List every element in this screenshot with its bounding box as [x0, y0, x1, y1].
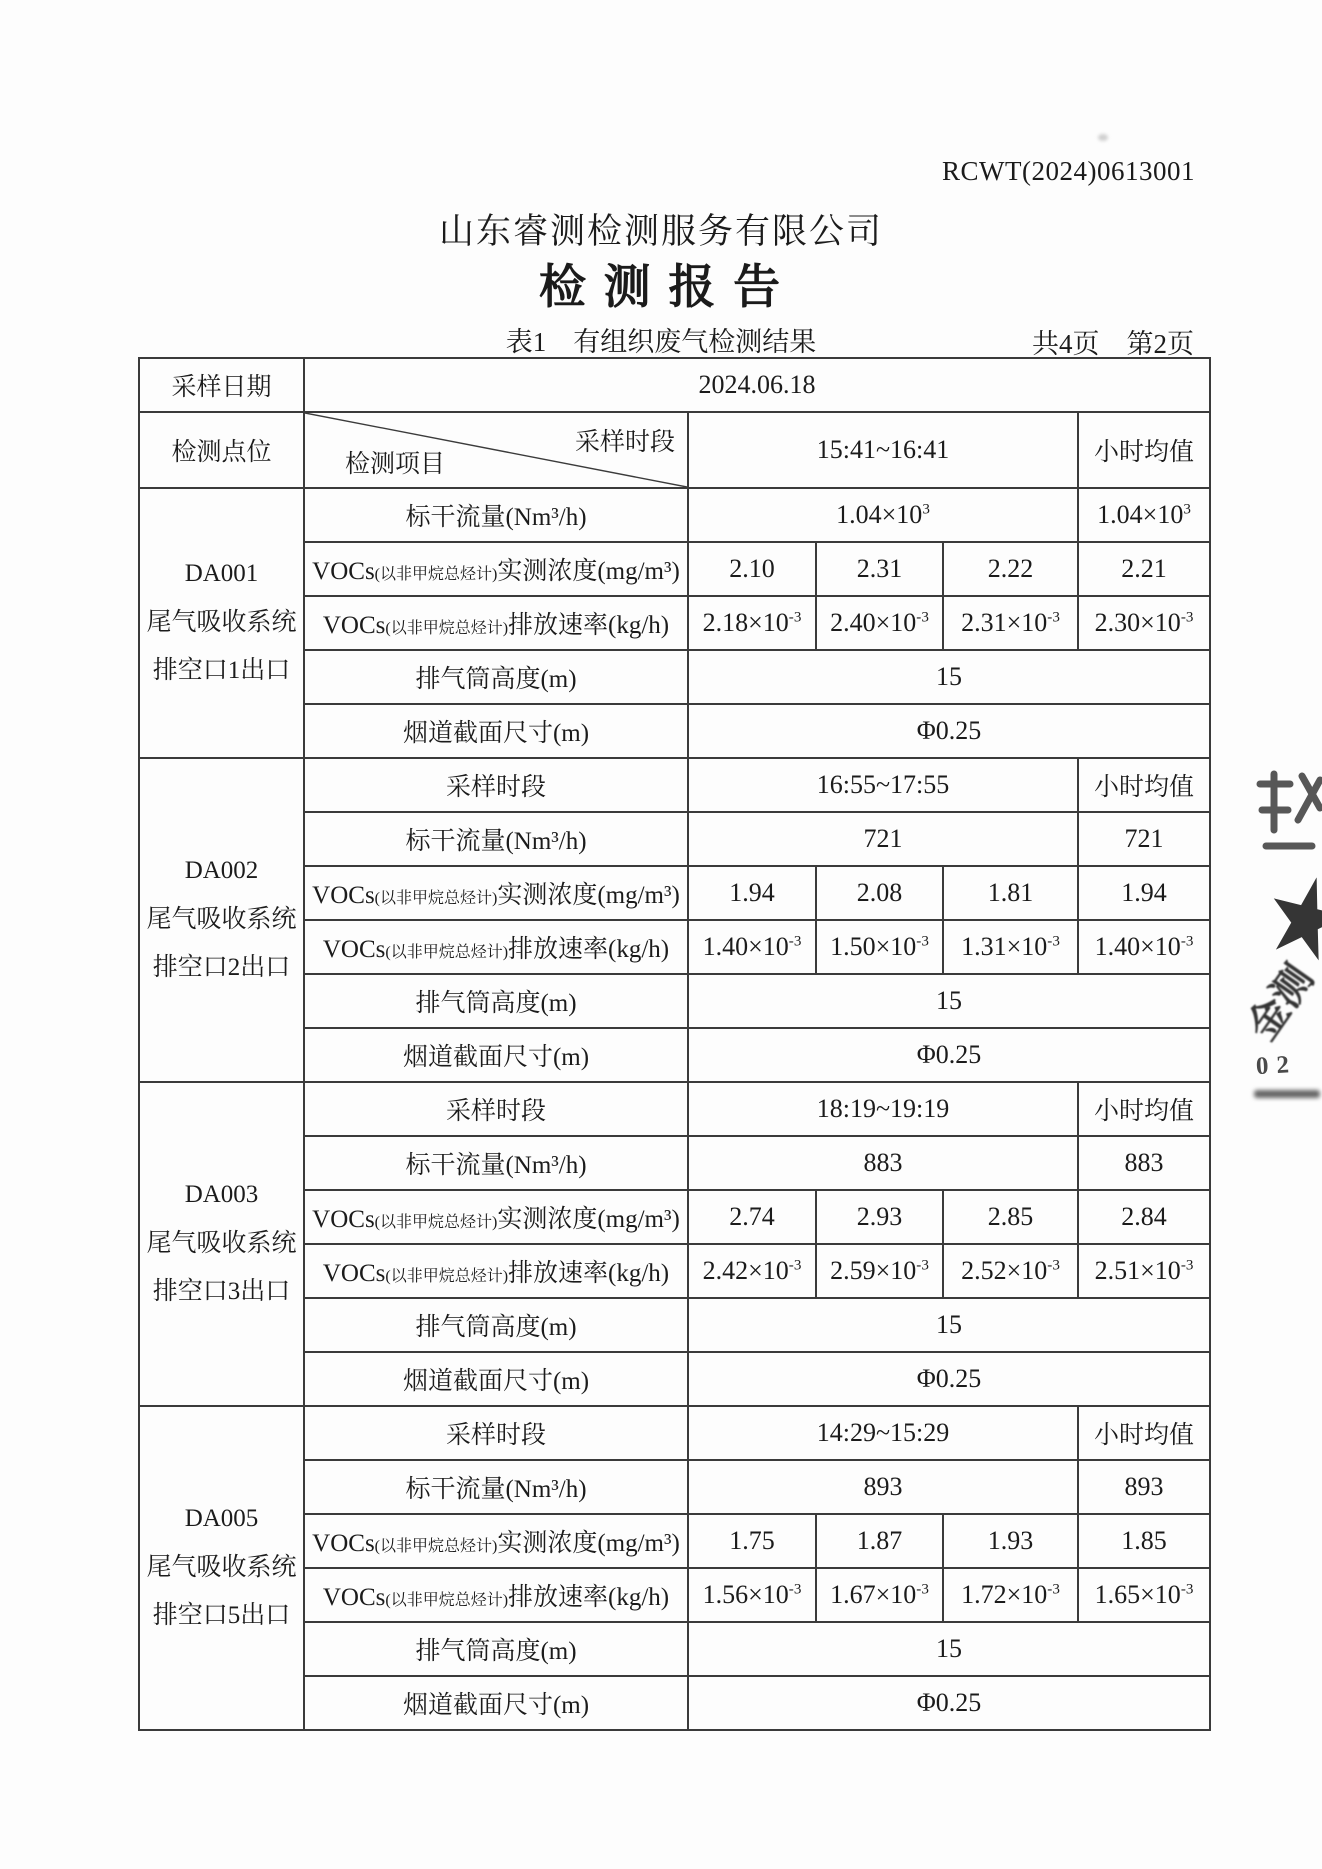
rate-value-1: $2.18\times 10^{-3}$ [688, 596, 816, 650]
sampling-date-value: 2024.06.18 [304, 358, 1210, 412]
row-label-stack-height: 排气筒高度(m) [304, 1622, 688, 1676]
conc-value-1: 1.75 [688, 1514, 816, 1568]
row-label-concentration: VOCs(以非甲烷总烃计)实测浓度(mg/m³) [304, 542, 688, 596]
rate-avg-value: $2.51\times 10^{-3}$ [1078, 1244, 1210, 1298]
rate-value-3: $2.31\times 10^{-3}$ [943, 596, 1078, 650]
table-row [139, 1406, 1210, 1460]
rate-value-1: $2.42\times 10^{-3}$ [688, 1244, 816, 1298]
conc-value-1: 2.74 [688, 1190, 816, 1244]
point-cell-da001 [139, 488, 304, 758]
conc-value-3: 2.85 [943, 1190, 1078, 1244]
stamp-rotated-text: 金测 [1239, 956, 1322, 1048]
flow-value: 893 [688, 1460, 1078, 1514]
diagonal-header-cell [304, 412, 688, 488]
point-column-label: 检测点位 [139, 412, 304, 488]
duct-size-value: Φ0.25 [688, 1676, 1210, 1730]
rate-value-3: $1.72\times 10^{-3}$ [943, 1568, 1078, 1622]
conc-avg-value: 2.21 [1078, 542, 1210, 596]
sampling-date-label: 采样日期 [139, 358, 304, 412]
row-label-stack-height: 排气筒高度(m) [304, 1298, 688, 1352]
rate-value-1: $1.56\times 10^{-3}$ [688, 1568, 816, 1622]
scan-artifact-dot [1098, 134, 1108, 141]
point-outlet: 排空口1出口 [152, 657, 291, 685]
point-outlet: 排空口3出口 [152, 1278, 291, 1306]
diag-label-test-item: 检测项目 [345, 451, 446, 478]
table-row [139, 358, 1210, 412]
conc-value-1: 1.94 [688, 866, 816, 920]
hour-avg-header: 小时均值 [1078, 1406, 1210, 1460]
point-id: DA005 [184, 1504, 259, 1532]
row-label-rate: VOCs(以非甲烷总烃计)排放速率(kg/h) [304, 596, 688, 650]
hour-avg-header: 小时均值 [1078, 412, 1210, 488]
row-label-stack-height: 排气筒高度(m) [304, 650, 688, 704]
row-label-duct-size: 烟道截面尺寸(m) [304, 704, 688, 758]
table-row [139, 758, 1210, 812]
stamp-smudge [1254, 1090, 1320, 1098]
flow-value: 883 [688, 1136, 1078, 1190]
diag-label-sampling-period: 采样时段 [574, 429, 675, 456]
duct-size-value: Φ0.25 [688, 1028, 1210, 1082]
row-label-rate: VOCs(以非甲烷总烃计)排放速率(kg/h) [304, 1568, 688, 1622]
conc-avg-value: 2.84 [1078, 1190, 1210, 1244]
row-label-rate: VOCs(以非甲烷总烃计)排放速率(kg/h) [304, 920, 688, 974]
time-range-da001: 15:41~16:41 [688, 412, 1078, 488]
conc-value-3: 1.81 [943, 866, 1078, 920]
conc-value-2: 2.08 [816, 866, 943, 920]
company-name: 山东睿测检测服务有限公司 [438, 212, 883, 251]
point-id: DA002 [184, 856, 259, 884]
conc-value-2: 2.31 [816, 542, 943, 596]
rate-value-2: $2.40\times 10^{-3}$ [816, 596, 943, 650]
conc-value-1: 2.10 [688, 542, 816, 596]
row-label-duct-size: 烟道截面尺寸(m) [304, 1028, 688, 1082]
point-system: 尾气吸收系统 [146, 1553, 297, 1581]
rate-avg-value: $1.65\times 10^{-3}$ [1078, 1568, 1210, 1622]
conc-value-2: 1.87 [816, 1514, 943, 1568]
row-label-flow: 标干流量(Nm³/h) [304, 488, 688, 542]
row-label-stack-height: 排气筒高度(m) [304, 974, 688, 1028]
hour-avg-header: 小时均值 [1078, 1082, 1210, 1136]
point-id: DA003 [184, 1180, 259, 1208]
point-cell-da005 [139, 1406, 304, 1730]
page-number-info: 共4页 第2页 [1032, 329, 1194, 359]
point-system: 尾气吸收系统 [146, 905, 297, 933]
flow-value: 721 [688, 812, 1078, 866]
conc-value-2: 2.93 [816, 1190, 943, 1244]
flow-avg-value: $1.04\times 10^3$ [1078, 488, 1210, 542]
row-label-duct-size: 烟道截面尺寸(m) [304, 1352, 688, 1406]
table-row [139, 488, 1210, 542]
row-label-flow: 标干流量(Nm³/h) [304, 1460, 688, 1514]
row-label-rate: VOCs(以非甲烷总烃计)排放速率(kg/h) [304, 1244, 688, 1298]
time-range-da002: 16:55~17:55 [688, 758, 1078, 812]
stack-height-value: 15 [688, 1622, 1210, 1676]
point-system: 尾气吸收系统 [146, 1229, 297, 1257]
conc-avg-value: 1.94 [1078, 866, 1210, 920]
row-label-concentration: VOCs(以非甲烷总烃计)实测浓度(mg/m³) [304, 1514, 688, 1568]
row-label-flow: 标干流量(Nm³/h) [304, 1136, 688, 1190]
point-system: 尾气吸收系统 [146, 608, 297, 636]
flow-avg-value: 893 [1078, 1460, 1210, 1514]
conc-value-3: 2.22 [943, 542, 1078, 596]
stack-height-value: 15 [688, 1298, 1210, 1352]
table-caption: 表1 有组织废气检测结果 [505, 327, 817, 357]
flow-avg-value: 883 [1078, 1136, 1210, 1190]
row-label-concentration: VOCs(以非甲烷总烃计)实测浓度(mg/m³) [304, 866, 688, 920]
table-row [139, 1082, 1210, 1136]
row-label-duct-size: 烟道截面尺寸(m) [304, 1676, 688, 1730]
duct-size-value: Φ0.25 [688, 704, 1210, 758]
point-cell-da003 [139, 1082, 304, 1406]
point-cell-da002 [139, 758, 304, 1082]
conc-value-3: 1.93 [943, 1514, 1078, 1568]
report-title: 检 测 报 告 [538, 262, 784, 314]
rate-value-2: $1.50\times 10^{-3}$ [816, 920, 943, 974]
row-label-time: 采样时段 [304, 1406, 688, 1460]
stamp-digits: 02 [1255, 1050, 1298, 1081]
duct-size-value: Φ0.25 [688, 1352, 1210, 1406]
row-label-time: 采样时段 [304, 758, 688, 812]
rate-value-2: $2.59\times 10^{-3}$ [816, 1244, 943, 1298]
point-outlet: 排空口5出口 [152, 1602, 291, 1630]
results-table [138, 357, 1211, 1731]
row-label-concentration: VOCs(以非甲烷总烃计)实测浓度(mg/m³) [304, 1190, 688, 1244]
row-label-flow: 标干流量(Nm³/h) [304, 812, 688, 866]
point-outlet: 排空口2出口 [152, 954, 291, 982]
point-id: DA001 [184, 559, 259, 587]
rate-value-3: $2.52\times 10^{-3}$ [943, 1244, 1078, 1298]
hour-avg-header: 小时均值 [1078, 758, 1210, 812]
rate-avg-value: $1.40\times 10^{-3}$ [1078, 920, 1210, 974]
flow-avg-value: 721 [1078, 812, 1210, 866]
stamp-star-icon [1258, 868, 1322, 972]
flow-value: $1.04\times 10^3$ [688, 488, 1078, 542]
time-range-da005: 14:29~15:29 [688, 1406, 1078, 1460]
table-row [139, 412, 1210, 488]
time-range-da003: 18:19~19:19 [688, 1082, 1078, 1136]
rate-value-3: $1.31\times 10^{-3}$ [943, 920, 1078, 974]
report-number: RCWT(2024)0613001 [942, 156, 1195, 186]
stack-height-value: 15 [688, 974, 1210, 1028]
stack-height-value: 15 [688, 650, 1210, 704]
rate-value-1: $1.40\times 10^{-3}$ [688, 920, 816, 974]
rate-avg-value: $2.30\times 10^{-3}$ [1078, 596, 1210, 650]
row-label-time: 采样时段 [304, 1082, 688, 1136]
conc-avg-value: 1.85 [1078, 1514, 1210, 1568]
rate-value-2: $1.67\times 10^{-3}$ [816, 1568, 943, 1622]
stamp-glyph-fragment [1252, 768, 1322, 868]
